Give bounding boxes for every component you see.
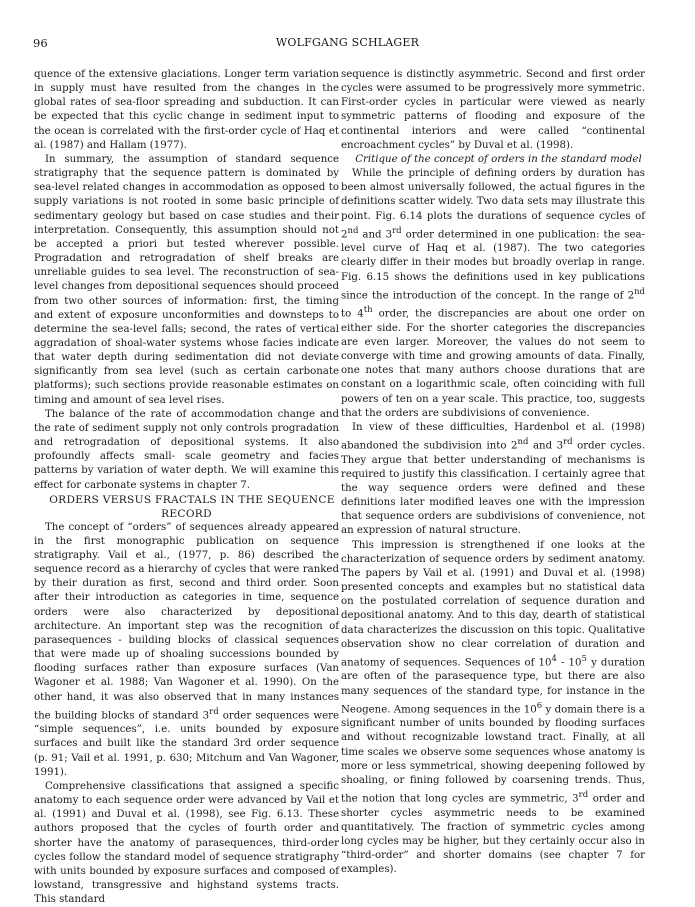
left-column — [34, 68, 339, 907]
paragraph: In view of these difficulties, Hardenbol et al. (1998) abandoned the subdivision into 2nd and 3rd order cycles. They argue that better understanding of mechanisms is required to justify this classification. I certainly agree that the way sequence orders were defined and these definitions later modified leaves one with the impression that sequence orders are subdivisions of convenience, not an expression of natural structure. — [341, 421, 645, 537]
paragraph: The balance of the rate of accommodation change and the rate of sediment supply not only controls progradation and retrogradation of depositional systems. It also profoundly affects small- scale geometry and facies patterns by variation of water depth. We will examine this effect for carbonate systems in chapter 7. — [34, 408, 339, 491]
paragraph: quence of the extensive glaciations. Longer term variation in supply must have resulted from the changes in the global rates of sea-floor spreading and subduction. It can be expected that this cyclic change in sediment input to the ocean is correlated with the first-order cycle of Haq et al. (1987) and Hallam (1977). — [34, 69, 339, 151]
page-number: 96 — [33, 36, 48, 50]
right-column — [341, 68, 645, 877]
paragraph: In summary, the assumption of standard sequence stratigraphy that the sequence pattern is dominated by sea-level related changes in accommodation as opposed to supply variations is not rooted in some basic principle of sedimentary geology but based on case studies and their interpretation. Consequently, this assumption should not be accepted a priori but tested wherever possible. Progradation and retrogradation of shelf breaks are unreliable guides to sea level. The reconstruction of sea-level changes from depositional sequences should proceed from two other sources of information: first, the timing and extent of exposure unconformities and downsteps to determine the sea-level falls; second, the rates of vertical aggradation of shoal-water systems whose facies indicate that water depth during sedimentation did not deviate significantly from sea level (such as certain carbonate platforms); such sections provide reasonable estimates on timing and amount of sea level rises. — [34, 153, 339, 406]
paragraph: Comprehensive classifications that assigned a specific anatomy to each sequence order were advanced by Vail et al. (1991) and Duval et al. (1998), see Fig. 6.13. These authors proposed that the cycles of fourth order and shorter have the anatomy of parasequences, third-order cycles follow the standard model of sequence stratigraphy with units bounded by exposure surfaces and composed of lowstand, transgressive and highstand systems tracts. This standard — [34, 780, 339, 906]
paragraph: sequence is distinctly asymmetric. Second and first order cycles were assumed to be progressively more symmetric. First-order cycles in particular were viewed as nearly symmetric patterns of flooding and exposure of the continental interiors and were called “continental encroachment cycles” by Duval et al. (1998). — [341, 69, 645, 151]
paragraph: While the principle of defining orders by duration has been almost universally followed, the actual figures in the definitions scatter widely. Two data sets may illustrate this point. Fig. 6.14 plots the durations of sequence cycles of 2nd and 3rd order determined in one publication: the sea-level curve of Haq et al. (1987). The two categories clearly differ in their modes but broadly overlap in range. Fig. 6.15 shows the definitions used in key publications since the introduction of the concept. In the range of 2nd to 4th order, the discrepancies are about one order on either side. For the shorter categories the discrepancies are even larger. Moreover, the values do not seem to converge with time and growing amounts of data. Finally, one notes that many authors choose durations that are constant on a logarithmic scale, often coinciding with full powers of ten on a year scale. This practice, too, suggests that the orders are subdivisions of convenience. — [341, 168, 645, 419]
section-heading: ORDERS VERSUS FRACTALS IN THE SEQUENCE RECORD — [49, 493, 335, 520]
paragraph: This impression is strengthened if one looks at the characterization of sequence orders by sediment anatomy. The papers by Vail et al. (1991) and Duval et al. (1998) presented concepts and examples but no statistical data on the postulated correlation of sequence duration and depositional anatomy. And to this day, dearth of statistical data characterizes the discussion on this topic. Qualitative observation show no clear correlation of duration and anatomy of sequences. Sequences of $10^4 - 10^5$ y duration are often of the parasequence type, but there are also many sequences of the standard type, for instance in the Neogene. Among sequences in the $10^6$ y domain there is a significant number of units bounded by flooding surfaces and without recognizable lowstand tract. Finally, at all time scales we observe some sequences whose anatomy is more or less symmetrical, showing deepening followed by shoaling, or fining followed by coarsening trends. Thus, the notion that long cycles are symmetric, 3rd order and shorter cycles asymmetric needs to be examined quantitatively. The fraction of symmetric cycles among long cycles may be higher, but they certainly occur also in “third-order” and shorter domains (see chapter 7 for examples). — [341, 539, 646, 876]
running-head: WOLFGANG SCHLAGER — [275, 36, 420, 49]
paragraph: The concept of “orders” of sequences already appeared in the first monographic publication on sequence stratigraphy. Vail et al., (1977, p. 86) described the sequence record as a hierarchy of cycles that were ranked by their duration as first, second and third order. Soon after their introduction as categories in time, sequence orders were also characterized by depositional architecture. An important step was the recognition of parasequences - building blocks of classical sequences that were made up of shoaling successions bounded by flooding surfaces rather than exposure surfaces (Van Wagoner et al. 1988; Van Wagoner et al. 1990). On the other hand, it was also observed that in many instances the building blocks of standard 3rd order sequences were “simple sequences”, i.e. units bounded by exposure surfaces and built like the standard 3rd order sequence (p. 91; Vail et al. 1991, p. 630; Mitchum and Van Wagoner, 1991). — [34, 521, 340, 778]
subsection-heading: Critique of the concept of orders in the standard model — [355, 153, 642, 165]
page-header — [0, 36, 695, 52]
